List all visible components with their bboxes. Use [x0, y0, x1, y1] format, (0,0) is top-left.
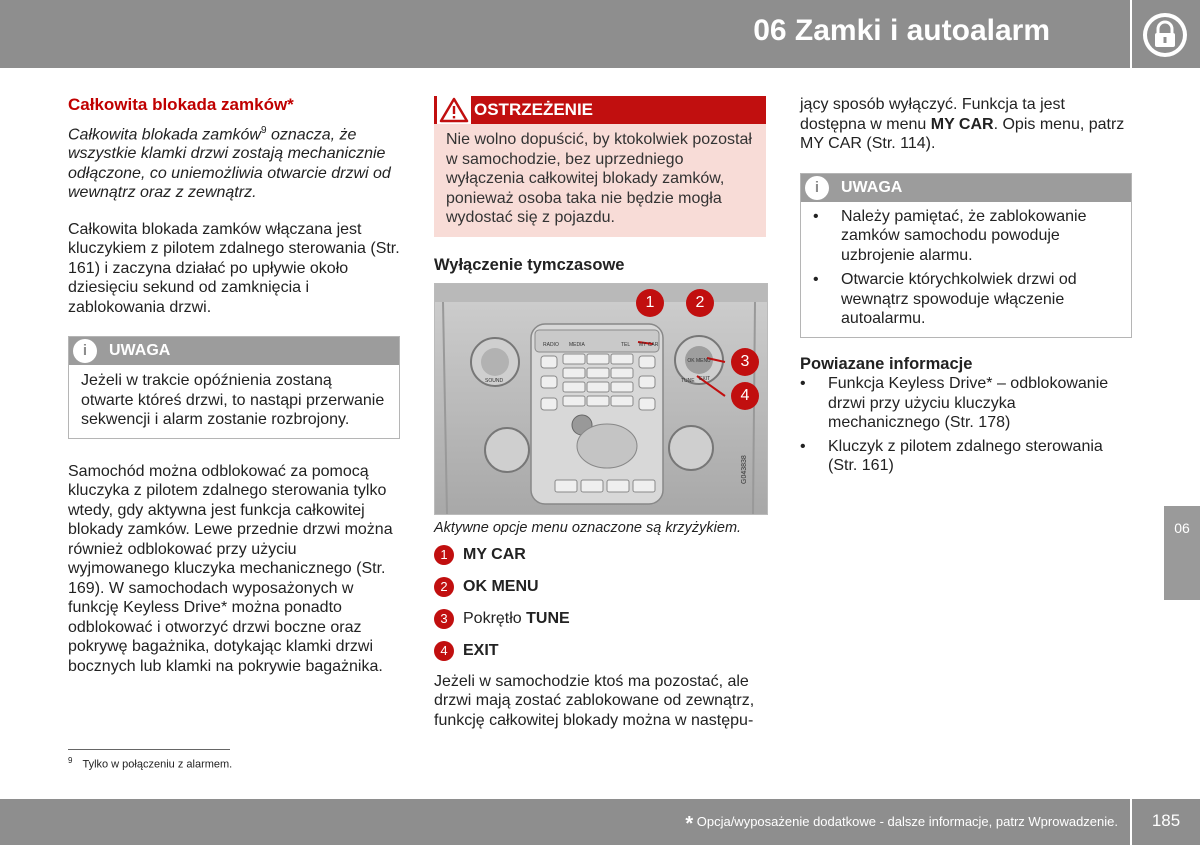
info-icon: i	[805, 176, 829, 200]
button-label-my-car: MY CAR	[639, 342, 659, 348]
marker-4: 4	[731, 382, 759, 410]
footnote-ref: 9	[260, 124, 267, 136]
padlock-icon	[1143, 13, 1187, 57]
chapter-side-tab: 06	[1164, 506, 1200, 600]
paragraph-continued: jący sposób wyłączyć. Funkcja ta jest dostępna w menu MY CAR. Opis menu, patrz MY CAR (Str. 114).	[800, 96, 1125, 152]
note-title: UWAGA	[109, 342, 171, 360]
section-heading: Całkowita blokada zamków*	[68, 95, 294, 114]
button-label-radio: RADIO	[543, 342, 559, 348]
column-middle	[434, 96, 766, 730]
legend-number: 4	[434, 641, 454, 661]
button-label-tel: TEL	[621, 342, 631, 348]
footnote-separator	[68, 749, 230, 750]
legend-number: 1	[434, 545, 454, 565]
related-list	[800, 374, 1132, 476]
legend-number: 3	[434, 609, 454, 629]
footnote: $^9$ Tylko w połączeniu z alarmem.	[68, 756, 233, 771]
info-icon: i	[73, 339, 97, 363]
knob-label-tune: TUNE	[681, 378, 695, 384]
image-caption: Aktywne opcje menu oznaczone są krzyżykiem.	[434, 520, 742, 536]
page-number: 185	[1132, 799, 1200, 845]
related-link[interactable]: • Kluczyk z pilotem zdalnego sterowania (Str. 161)	[800, 437, 1103, 474]
note-title: UWAGA	[841, 178, 903, 196]
legend-item: 3 Pokrętło TUNE	[434, 606, 766, 632]
warning-box	[434, 96, 766, 237]
related-heading: Powiazane informacje	[800, 354, 973, 373]
note-list	[801, 202, 1131, 337]
marker-3: 3	[731, 348, 759, 376]
related-link[interactable]: • Funkcja Keyless Drive* – odblokowanie drzwi przy użyciu kluczyka mechanicznego (Str. 178)	[800, 375, 1109, 431]
knob-label-sound: SOUND	[485, 378, 504, 384]
chapter-title: 06 Zamki i autoalarm	[753, 14, 1050, 47]
warning-title: OSTRZEŻENIE	[474, 100, 594, 119]
note-box	[68, 336, 400, 439]
subheading: Wyłączenie tymczasowe	[434, 255, 625, 274]
paragraph: Samochód można odblokować za pomocą kluczyka z pilotem zdalnego sterowania tylko wtedy, gdy aktywna jest funkcja całkowitej blokady zamków. Lewe przednie drzwi można również odblokować przy użyciu wyjmowanego kluczyka mechanicznego (Str. 169). W samochodach wyposażonych w funkcję Keyless Drive* można ponadto odblokować i otworzyć drzwi boczne oraz pokrywę bagażnika, dotykając klamki drzwi bocznych lub klamki na pokrywie bagażnika.	[68, 462, 393, 675]
photo-code: G043838	[741, 455, 748, 484]
center-console-photo	[434, 283, 768, 515]
marker-2: 2	[686, 289, 714, 317]
warning-text: Nie wolno dopuścić, by ktokolwiek pozostał w samochodzie, bez uprzedniego wyłączenia całkowitej blokady zamków, ponieważ osoba taka nie będzie mogła wydostać się z pojazdu.	[446, 131, 752, 226]
knob-label-ok-menu: OK MENU	[687, 358, 711, 364]
paragraph: Jeżeli w samochodzie ktoś ma pozostać, ale drzwi mają zostać zablokowane od zewnątrz, funkcję całkowitej blokady można w następu-	[434, 672, 755, 729]
intro-paragraph: Całkowita blokada zamków$^9$ oznacza, że wszystkie klamki drzwi zostają mechanicznie odłączone, co uniemożliwia otwarcie drzwi od wewnątrz oraz z zewnątrz.	[68, 124, 391, 202]
list-item: • Otwarcie którychkolwiek drzwi od wewnątrz spowoduje włączenie autoalarmu.	[813, 271, 1077, 327]
warning-triangle-icon	[437, 96, 471, 124]
list-item: • Należy pamiętać, że zablokowanie zamków samochodu powoduje uzbrojenie alarmu.	[813, 207, 1087, 264]
legend-number: 2	[434, 577, 454, 597]
note-box	[800, 173, 1132, 338]
page-header	[0, 0, 1130, 68]
marker-1: 1	[636, 289, 664, 317]
legend-item: 2 OK MENU	[434, 574, 766, 600]
note-text: Jeżeli w trakcie opóźnienia zostaną otwarte któreś drzwi, to nastąpi przerwanie sekwencji i alarm zostanie rozbrojony.	[81, 372, 385, 429]
button-label-media: MEDIA	[569, 342, 585, 348]
legend-item: 1 MY CAR	[434, 542, 766, 568]
column-right	[800, 95, 1132, 476]
legend-list	[434, 542, 766, 664]
footer-note: * Opcja/wyposażenie dodatkowe - dalsze informacje, patrz Wprowadzenie.	[685, 813, 1118, 835]
legend-item: 4 EXIT	[434, 638, 766, 664]
column-left	[68, 95, 400, 676]
page-footer	[0, 799, 1130, 845]
paragraph: Całkowita blokada zamków włączana jest kluczykiem z pilotem zdalnego sterowania (Str. 161) i zaczyna działać po upływie około dziesięciu sekund od zamknięcia i zablokowania drzwi.	[68, 220, 400, 316]
knob-label-exit: EXIT	[699, 376, 711, 382]
